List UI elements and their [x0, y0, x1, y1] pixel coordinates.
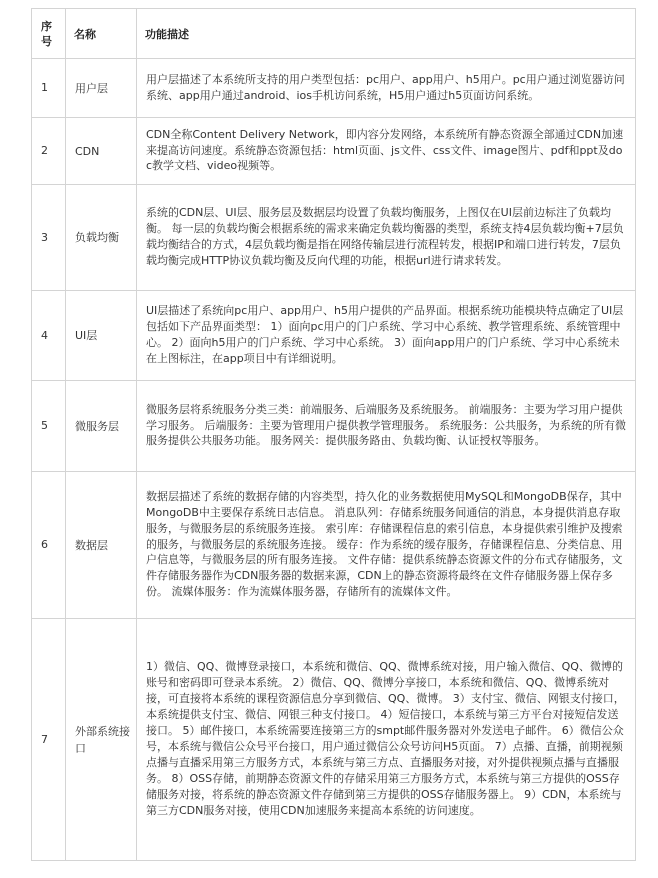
row-name: 微服务层 — [66, 381, 137, 472]
table-row — [32, 118, 636, 185]
table-row — [32, 59, 636, 118]
row-description: 用户层描述了本系统所支持的用户类型包括：pc用户、app用户、h5用户。pc用户通过浏览器访问系统、app用户通过android、ios手机访问系统，H5用户通过h5页面访问系统。 — [137, 59, 636, 118]
table-row — [32, 291, 636, 381]
header-name: 名称 — [66, 9, 137, 59]
architecture-table — [31, 8, 636, 861]
row-index: 4 — [32, 291, 66, 381]
table-row — [32, 381, 636, 472]
row-index: 3 — [32, 185, 66, 291]
row-index: 7 — [32, 619, 66, 861]
row-description: 系统的CDN层、UI层、服务层及数据层均设置了负载均衡服务，上图仅在UI层前边标注了负载均衡。 每一层的负载均衡会根据系统的需求来确定负载均衡器的类型，系统支持4层负载均衡+7层负载均衡结合的方式，4层负载均衡是指在网络传输层进行流程转发，根据IP和端口进行转发，7层负载均衡完成HTTP协议负载均衡及反向代理的功能，根据url进行请求转发。 — [137, 185, 636, 291]
row-description: UI层描述了系统向pc用户、app用户、h5用户提供的产品界面。根据系统功能模块特点确定了UI层包括如下产品界面类型： 1）面向pc用户的门户系统、学习中心系统、教学管理系统、系统管理中心。 2）面向h5用户的门户系统、学习中心系统。 3）面向app用户的门户系统、学习中心系统未在上图标注，在app项目中有详细说明。 — [137, 291, 636, 381]
row-description: 1）微信、QQ、微博登录接口，本系统和微信、QQ、微博系统对接，用户输入微信、QQ、微博的账号和密码即可登录本系统。 2）微信、QQ、微博分享接口，本系统和微信、QQ、微博系统对接，可直接将本系统的课程资源信息分享到微信、QQ、微博。 3）支付宝、微信、网银支付接口，本系统提供支付宝、微信、网银三种支付接口。 4）短信接口，本系统与第三方平台对接短信发送接口。 5）邮件接口，本系统需要连接第三方的smpt邮件服务器对外发送电子邮件。 6）微信公众号，本系统与微信公众号平台接口，用户通过微信公众号访问H5页面。 7）点播、直播，前期视频点播与直播采用第三方服务方式，本系统与第三方点、直播服务对接，对外提供视频点播与直播服务。 8）OSS存储，前期静态资源文件的存储采用第三方服务方式，本系统与第三方提供的OSS存储服务对接，将系统的静态资源文件存储到第三方提供的OSS存储服务器上。 9）CDN，本系统与第三方CDN服务对接，使用CDN加速服务来提高本系统的访问速度。 — [137, 619, 636, 861]
row-description: 数据层描述了系统的数据存储的内容类型，持久化的业务数据使用MySQL和MongoDB保存，其中MongoDB中主要保存系统日志信息。 消息队列：存储系统服务间通信的消息，本身提供消息存取服务，与微服务层的系统服务连接。 索引库：存储课程信息的索引信息，本身提供索引维护及搜索的服务，与微服务层的系统服务连接。 缓存：作为系统的缓存服务，存储课程信息、分类信息、用户信息等，与微服务层的所有服务连接。 文件存储：提供系统静态资源文件的分布式存储服务，文件存储服务器作为CDN服务器的数据来源，CDN上的静态资源将最终在文件存储服务器上保存多份。 流媒体服务：作为流媒体服务器，存储所有的流媒体文件。 — [137, 472, 636, 619]
header-index: 序号 — [32, 9, 66, 59]
row-description: 微服务层将系统服务分类三类：前端服务、后端服务及系统服务。 前端服务：主要为学习用户提供学习服务。 后端服务：主要为管理用户提供教学管理服务。 系统服务：公共服务，为系统的所有微服务提供公共服务功能。 服务网关：提供服务路由、负载均衡、认证授权等服务。 — [137, 381, 636, 472]
table-row — [32, 472, 636, 619]
header-description: 功能描述 — [137, 9, 636, 59]
row-index: 6 — [32, 472, 66, 619]
row-index: 1 — [32, 59, 66, 118]
row-index: 5 — [32, 381, 66, 472]
row-name: 负载均衡 — [66, 185, 137, 291]
table-row — [32, 185, 636, 291]
row-name: 用户层 — [66, 59, 137, 118]
row-index: 2 — [32, 118, 66, 185]
row-name: UI层 — [66, 291, 137, 381]
table-row — [32, 619, 636, 861]
row-description: CDN全称Content Delivery Network，即内容分发网络，本系统所有静态资源全部通过CDN加速来提高访问速度。系统静态资源包括：html页面、js文件、css文件、image图片、pdf和ppt及doc教学文档、video视频等。 — [137, 118, 636, 185]
row-name: CDN — [66, 118, 137, 185]
row-name: 外部系统接口 — [66, 619, 137, 861]
table-header-row — [32, 9, 636, 59]
row-name: 数据层 — [66, 472, 137, 619]
